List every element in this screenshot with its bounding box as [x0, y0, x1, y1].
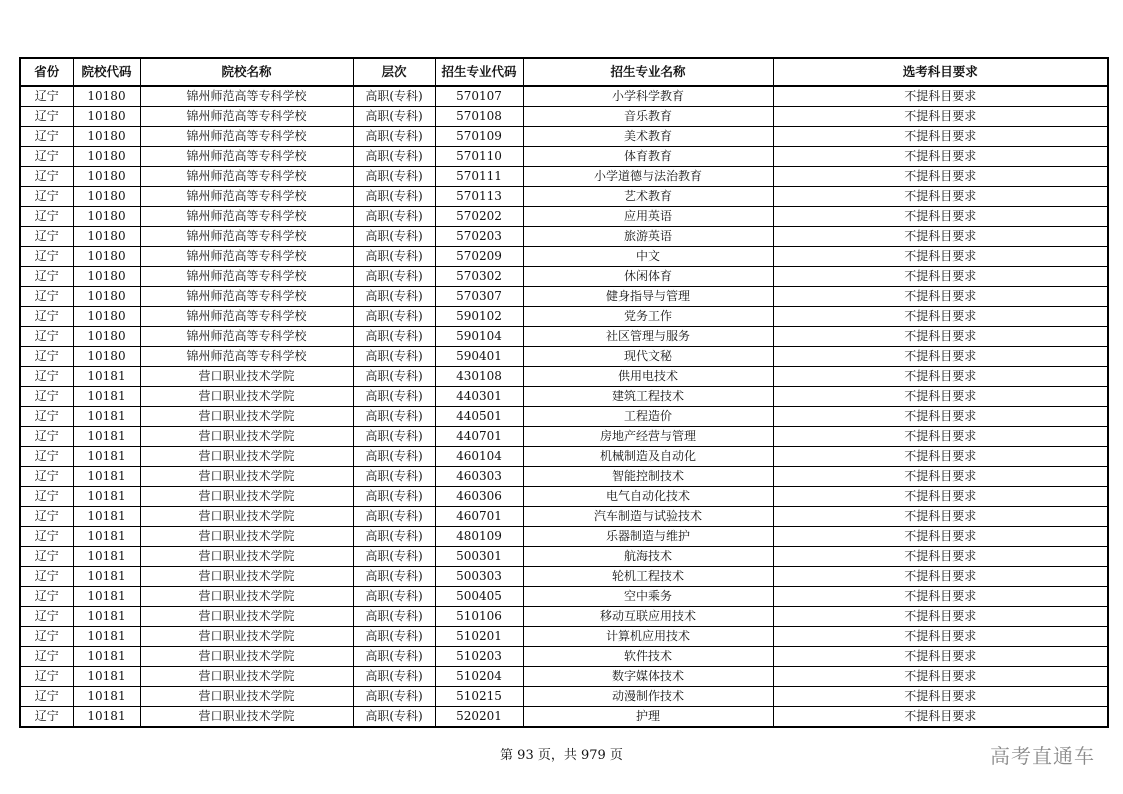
cell-subject-requirement: 不提科目要求 — [773, 287, 1108, 307]
cell-school-name: 锦州师范高等专科学校 — [140, 167, 353, 187]
table-row — [20, 587, 1108, 607]
cell-major-code: 440701 — [435, 427, 523, 447]
cell-school-code: 10181 — [73, 407, 140, 427]
cell-major-name: 供用电技术 — [523, 367, 773, 387]
cell-major-name: 美术教育 — [523, 127, 773, 147]
admission-table — [19, 57, 1109, 728]
cell-province: 辽宁 — [20, 207, 73, 227]
table-row — [20, 487, 1108, 507]
cell-subject-requirement: 不提科目要求 — [773, 267, 1108, 287]
cell-school-code: 10181 — [73, 387, 140, 407]
cell-province: 辽宁 — [20, 487, 73, 507]
cell-school-name: 营口职业技术学院 — [140, 607, 353, 627]
cell-level: 高职(专科) — [353, 627, 435, 647]
cell-school-code: 10180 — [73, 207, 140, 227]
cell-major-code: 510201 — [435, 627, 523, 647]
cell-major-name: 机械制造及自动化 — [523, 447, 773, 467]
cell-school-code: 10181 — [73, 587, 140, 607]
cell-school-code: 10181 — [73, 567, 140, 587]
cell-level: 高职(专科) — [353, 307, 435, 327]
cell-major-name: 现代文秘 — [523, 347, 773, 367]
table-row — [20, 407, 1108, 427]
cell-school-code: 10181 — [73, 527, 140, 547]
cell-school-code: 10181 — [73, 707, 140, 728]
cell-level: 高职(专科) — [353, 287, 435, 307]
cell-major-code: 570307 — [435, 287, 523, 307]
cell-subject-requirement: 不提科目要求 — [773, 647, 1108, 667]
cell-province: 辽宁 — [20, 667, 73, 687]
cell-major-code: 430108 — [435, 367, 523, 387]
cell-major-code: 500301 — [435, 547, 523, 567]
cell-school-name: 营口职业技术学院 — [140, 367, 353, 387]
cell-school-code: 10180 — [73, 247, 140, 267]
cell-province: 辽宁 — [20, 447, 73, 467]
cell-subject-requirement: 不提科目要求 — [773, 327, 1108, 347]
table-row — [20, 447, 1108, 467]
cell-school-code: 10180 — [73, 167, 140, 187]
cell-school-name: 营口职业技术学院 — [140, 647, 353, 667]
cell-level: 高职(专科) — [353, 547, 435, 567]
cell-major-code: 460306 — [435, 487, 523, 507]
cell-level: 高职(专科) — [353, 707, 435, 728]
cell-school-code: 10181 — [73, 647, 140, 667]
cell-school-name: 营口职业技术学院 — [140, 667, 353, 687]
cell-province: 辽宁 — [20, 107, 73, 127]
cell-school-name: 锦州师范高等专科学校 — [140, 86, 353, 107]
cell-school-code: 10181 — [73, 487, 140, 507]
cell-subject-requirement: 不提科目要求 — [773, 587, 1108, 607]
cell-major-code: 590102 — [435, 307, 523, 327]
cell-school-name: 锦州师范高等专科学校 — [140, 267, 353, 287]
cell-level: 高职(专科) — [353, 187, 435, 207]
table-row — [20, 467, 1108, 487]
cell-level: 高职(专科) — [353, 427, 435, 447]
cell-major-code: 510203 — [435, 647, 523, 667]
cell-subject-requirement: 不提科目要求 — [773, 667, 1108, 687]
table-row — [20, 127, 1108, 147]
cell-level: 高职(专科) — [353, 347, 435, 367]
cell-school-code: 10181 — [73, 467, 140, 487]
cell-level: 高职(专科) — [353, 107, 435, 127]
table-row — [20, 187, 1108, 207]
table-row — [20, 247, 1108, 267]
cell-subject-requirement: 不提科目要求 — [773, 547, 1108, 567]
cell-school-code: 10180 — [73, 347, 140, 367]
table-row — [20, 227, 1108, 247]
table-row — [20, 647, 1108, 667]
cell-school-code: 10180 — [73, 227, 140, 247]
cell-subject-requirement: 不提科目要求 — [773, 607, 1108, 627]
cell-school-name: 营口职业技术学院 — [140, 707, 353, 728]
table-row — [20, 707, 1108, 728]
table-row — [20, 86, 1108, 107]
watermark-logo: 高考直通车 — [990, 744, 1095, 768]
table-row — [20, 167, 1108, 187]
cell-school-code: 10181 — [73, 547, 140, 567]
cell-major-name: 音乐教育 — [523, 107, 773, 127]
cell-major-name: 体育教育 — [523, 147, 773, 167]
column-header-level: 层次 — [353, 58, 435, 86]
cell-school-code: 10181 — [73, 687, 140, 707]
table-row — [20, 547, 1108, 567]
cell-school-code: 10180 — [73, 147, 140, 167]
table-row — [20, 527, 1108, 547]
cell-major-name: 智能控制技术 — [523, 467, 773, 487]
cell-level: 高职(专科) — [353, 487, 435, 507]
table-header — [20, 58, 1108, 86]
cell-subject-requirement: 不提科目要求 — [773, 567, 1108, 587]
cell-school-code: 10181 — [73, 367, 140, 387]
table-row — [20, 667, 1108, 687]
table-row — [20, 387, 1108, 407]
cell-level: 高职(专科) — [353, 367, 435, 387]
table-row — [20, 287, 1108, 307]
cell-province: 辽宁 — [20, 147, 73, 167]
cell-province: 辽宁 — [20, 467, 73, 487]
cell-subject-requirement: 不提科目要求 — [773, 367, 1108, 387]
cell-school-code: 10180 — [73, 287, 140, 307]
page-number: 第 93 页，共 979 页 — [500, 748, 623, 763]
table-row — [20, 347, 1108, 367]
cell-school-name: 营口职业技术学院 — [140, 507, 353, 527]
cell-subject-requirement: 不提科目要求 — [773, 447, 1108, 467]
cell-level: 高职(专科) — [353, 567, 435, 587]
cell-major-name: 房地产经营与管理 — [523, 427, 773, 447]
cell-major-name: 应用英语 — [523, 207, 773, 227]
cell-major-code: 570302 — [435, 267, 523, 287]
cell-school-name: 锦州师范高等专科学校 — [140, 127, 353, 147]
table-row — [20, 427, 1108, 447]
cell-school-name: 营口职业技术学院 — [140, 627, 353, 647]
cell-province: 辽宁 — [20, 587, 73, 607]
cell-school-name: 锦州师范高等专科学校 — [140, 147, 353, 167]
cell-major-code: 570209 — [435, 247, 523, 267]
cell-province: 辽宁 — [20, 507, 73, 527]
cell-level: 高职(专科) — [353, 167, 435, 187]
cell-level: 高职(专科) — [353, 507, 435, 527]
cell-major-code: 440301 — [435, 387, 523, 407]
cell-level: 高职(专科) — [353, 527, 435, 547]
table-row — [20, 327, 1108, 347]
table-row — [20, 507, 1108, 527]
table-row — [20, 267, 1108, 287]
cell-major-code: 570203 — [435, 227, 523, 247]
cell-major-name: 建筑工程技术 — [523, 387, 773, 407]
cell-subject-requirement: 不提科目要求 — [773, 427, 1108, 447]
cell-school-name: 营口职业技术学院 — [140, 687, 353, 707]
cell-school-code: 10180 — [73, 327, 140, 347]
cell-school-name: 锦州师范高等专科学校 — [140, 327, 353, 347]
cell-school-name: 锦州师范高等专科学校 — [140, 187, 353, 207]
cell-level: 高职(专科) — [353, 587, 435, 607]
cell-province: 辽宁 — [20, 327, 73, 347]
table-row — [20, 607, 1108, 627]
cell-major-code: 570111 — [435, 167, 523, 187]
cell-major-code: 590401 — [435, 347, 523, 367]
cell-level: 高职(专科) — [353, 647, 435, 667]
cell-school-code: 10180 — [73, 187, 140, 207]
cell-subject-requirement: 不提科目要求 — [773, 487, 1108, 507]
cell-level: 高职(专科) — [353, 207, 435, 227]
cell-major-code: 570109 — [435, 127, 523, 147]
cell-school-code: 10181 — [73, 667, 140, 687]
cell-subject-requirement: 不提科目要求 — [773, 347, 1108, 367]
cell-major-name: 汽车制造与试验技术 — [523, 507, 773, 527]
cell-subject-requirement: 不提科目要求 — [773, 407, 1108, 427]
cell-school-name: 营口职业技术学院 — [140, 447, 353, 467]
cell-major-name: 移动互联应用技术 — [523, 607, 773, 627]
cell-major-name: 轮机工程技术 — [523, 567, 773, 587]
cell-level: 高职(专科) — [353, 327, 435, 347]
cell-major-name: 休闲体育 — [523, 267, 773, 287]
cell-school-name: 锦州师范高等专科学校 — [140, 307, 353, 327]
cell-level: 高职(专科) — [353, 267, 435, 287]
table-row — [20, 107, 1108, 127]
cell-province: 辽宁 — [20, 267, 73, 287]
cell-school-name: 营口职业技术学院 — [140, 567, 353, 587]
cell-major-code: 440501 — [435, 407, 523, 427]
cell-level: 高职(专科) — [353, 227, 435, 247]
cell-province: 辽宁 — [20, 127, 73, 147]
cell-school-code: 10181 — [73, 607, 140, 627]
cell-subject-requirement: 不提科目要求 — [773, 127, 1108, 147]
cell-subject-requirement: 不提科目要求 — [773, 707, 1108, 728]
cell-subject-requirement: 不提科目要求 — [773, 307, 1108, 327]
cell-school-code: 10181 — [73, 447, 140, 467]
cell-school-code: 10180 — [73, 107, 140, 127]
cell-school-name: 锦州师范高等专科学校 — [140, 247, 353, 267]
cell-subject-requirement: 不提科目要求 — [773, 247, 1108, 267]
cell-major-code: 590104 — [435, 327, 523, 347]
table-row — [20, 367, 1108, 387]
cell-major-name: 计算机应用技术 — [523, 627, 773, 647]
cell-level: 高职(专科) — [353, 407, 435, 427]
column-header-major-name: 招生专业名称 — [523, 58, 773, 86]
cell-subject-requirement: 不提科目要求 — [773, 687, 1108, 707]
column-header-major-code: 招生专业代码 — [435, 58, 523, 86]
cell-subject-requirement: 不提科目要求 — [773, 527, 1108, 547]
cell-major-code: 500405 — [435, 587, 523, 607]
cell-major-name: 空中乘务 — [523, 587, 773, 607]
cell-province: 辽宁 — [20, 387, 73, 407]
cell-major-name: 中文 — [523, 247, 773, 267]
cell-major-name: 健身指导与管理 — [523, 287, 773, 307]
cell-school-code: 10181 — [73, 507, 140, 527]
cell-province: 辽宁 — [20, 647, 73, 667]
table-row — [20, 307, 1108, 327]
cell-major-code: 570202 — [435, 207, 523, 227]
cell-province: 辽宁 — [20, 347, 73, 367]
cell-major-name: 电气自动化技术 — [523, 487, 773, 507]
table-body — [20, 86, 1108, 727]
cell-subject-requirement: 不提科目要求 — [773, 467, 1108, 487]
cell-major-name: 党务工作 — [523, 307, 773, 327]
cell-province: 辽宁 — [20, 567, 73, 587]
cell-province: 辽宁 — [20, 627, 73, 647]
cell-province: 辽宁 — [20, 227, 73, 247]
cell-subject-requirement: 不提科目要求 — [773, 387, 1108, 407]
cell-major-code: 480109 — [435, 527, 523, 547]
table-row — [20, 147, 1108, 167]
cell-major-code: 460701 — [435, 507, 523, 527]
cell-subject-requirement: 不提科目要求 — [773, 187, 1108, 207]
cell-level: 高职(专科) — [353, 467, 435, 487]
cell-school-code: 10180 — [73, 127, 140, 147]
cell-province: 辽宁 — [20, 307, 73, 327]
cell-level: 高职(专科) — [353, 147, 435, 167]
cell-level: 高职(专科) — [353, 687, 435, 707]
column-header-school-code: 院校代码 — [73, 58, 140, 86]
cell-school-name: 营口职业技术学院 — [140, 547, 353, 567]
cell-level: 高职(专科) — [353, 247, 435, 267]
cell-subject-requirement: 不提科目要求 — [773, 507, 1108, 527]
cell-province: 辽宁 — [20, 527, 73, 547]
cell-province: 辽宁 — [20, 407, 73, 427]
cell-major-code: 510215 — [435, 687, 523, 707]
cell-province: 辽宁 — [20, 86, 73, 107]
cell-major-code: 510204 — [435, 667, 523, 687]
table-row — [20, 567, 1108, 587]
cell-province: 辽宁 — [20, 707, 73, 728]
cell-school-name: 锦州师范高等专科学校 — [140, 347, 353, 367]
cell-major-code: 460104 — [435, 447, 523, 467]
cell-major-name: 软件技术 — [523, 647, 773, 667]
cell-level: 高职(专科) — [353, 387, 435, 407]
table-row — [20, 627, 1108, 647]
cell-province: 辽宁 — [20, 187, 73, 207]
cell-province: 辽宁 — [20, 607, 73, 627]
table-row — [20, 207, 1108, 227]
cell-major-name: 乐器制造与维护 — [523, 527, 773, 547]
cell-province: 辽宁 — [20, 547, 73, 567]
cell-subject-requirement: 不提科目要求 — [773, 227, 1108, 247]
cell-school-name: 锦州师范高等专科学校 — [140, 227, 353, 247]
cell-major-name: 数字媒体技术 — [523, 667, 773, 687]
column-header-subject-requirement: 选考科目要求 — [773, 58, 1108, 86]
cell-subject-requirement: 不提科目要求 — [773, 167, 1108, 187]
cell-level: 高职(专科) — [353, 447, 435, 467]
cell-province: 辽宁 — [20, 287, 73, 307]
cell-school-name: 营口职业技术学院 — [140, 527, 353, 547]
cell-subject-requirement: 不提科目要求 — [773, 107, 1108, 127]
cell-major-code: 570107 — [435, 86, 523, 107]
cell-major-name: 小学道德与法治教育 — [523, 167, 773, 187]
cell-province: 辽宁 — [20, 367, 73, 387]
cell-school-name: 营口职业技术学院 — [140, 467, 353, 487]
cell-level: 高职(专科) — [353, 607, 435, 627]
cell-major-name: 动漫制作技术 — [523, 687, 773, 707]
cell-major-name: 工程造价 — [523, 407, 773, 427]
cell-school-name: 营口职业技术学院 — [140, 407, 353, 427]
cell-school-name: 营口职业技术学院 — [140, 487, 353, 507]
cell-major-name: 航海技术 — [523, 547, 773, 567]
cell-school-code: 10180 — [73, 307, 140, 327]
cell-province: 辽宁 — [20, 167, 73, 187]
cell-major-name: 护理 — [523, 707, 773, 728]
cell-major-name: 艺术教育 — [523, 187, 773, 207]
cell-province: 辽宁 — [20, 247, 73, 267]
cell-school-name: 锦州师范高等专科学校 — [140, 107, 353, 127]
table-row — [20, 687, 1108, 707]
cell-school-name: 锦州师范高等专科学校 — [140, 287, 353, 307]
cell-school-name: 营口职业技术学院 — [140, 587, 353, 607]
cell-subject-requirement: 不提科目要求 — [773, 147, 1108, 167]
cell-major-name: 社区管理与服务 — [523, 327, 773, 347]
cell-school-code: 10181 — [73, 627, 140, 647]
header-row — [20, 58, 1108, 86]
cell-school-code: 10181 — [73, 427, 140, 447]
cell-subject-requirement: 不提科目要求 — [773, 86, 1108, 107]
cell-level: 高职(专科) — [353, 127, 435, 147]
cell-major-code: 570113 — [435, 187, 523, 207]
column-header-school-name: 院校名称 — [140, 58, 353, 86]
cell-level: 高职(专科) — [353, 667, 435, 687]
column-header-province: 省份 — [20, 58, 73, 86]
cell-major-name: 小学科学教育 — [523, 86, 773, 107]
cell-school-name: 营口职业技术学院 — [140, 387, 353, 407]
cell-major-name: 旅游英语 — [523, 227, 773, 247]
cell-major-code: 570108 — [435, 107, 523, 127]
cell-major-code: 500303 — [435, 567, 523, 587]
cell-school-code: 10180 — [73, 267, 140, 287]
cell-major-code: 570110 — [435, 147, 523, 167]
cell-level: 高职(专科) — [353, 86, 435, 107]
cell-major-code: 510106 — [435, 607, 523, 627]
cell-subject-requirement: 不提科目要求 — [773, 207, 1108, 227]
cell-subject-requirement: 不提科目要求 — [773, 627, 1108, 647]
cell-province: 辽宁 — [20, 427, 73, 447]
cell-school-code: 10180 — [73, 86, 140, 107]
cell-school-name: 锦州师范高等专科学校 — [140, 207, 353, 227]
cell-province: 辽宁 — [20, 687, 73, 707]
cell-major-code: 460303 — [435, 467, 523, 487]
cell-school-name: 营口职业技术学院 — [140, 427, 353, 447]
cell-major-code: 520201 — [435, 707, 523, 728]
